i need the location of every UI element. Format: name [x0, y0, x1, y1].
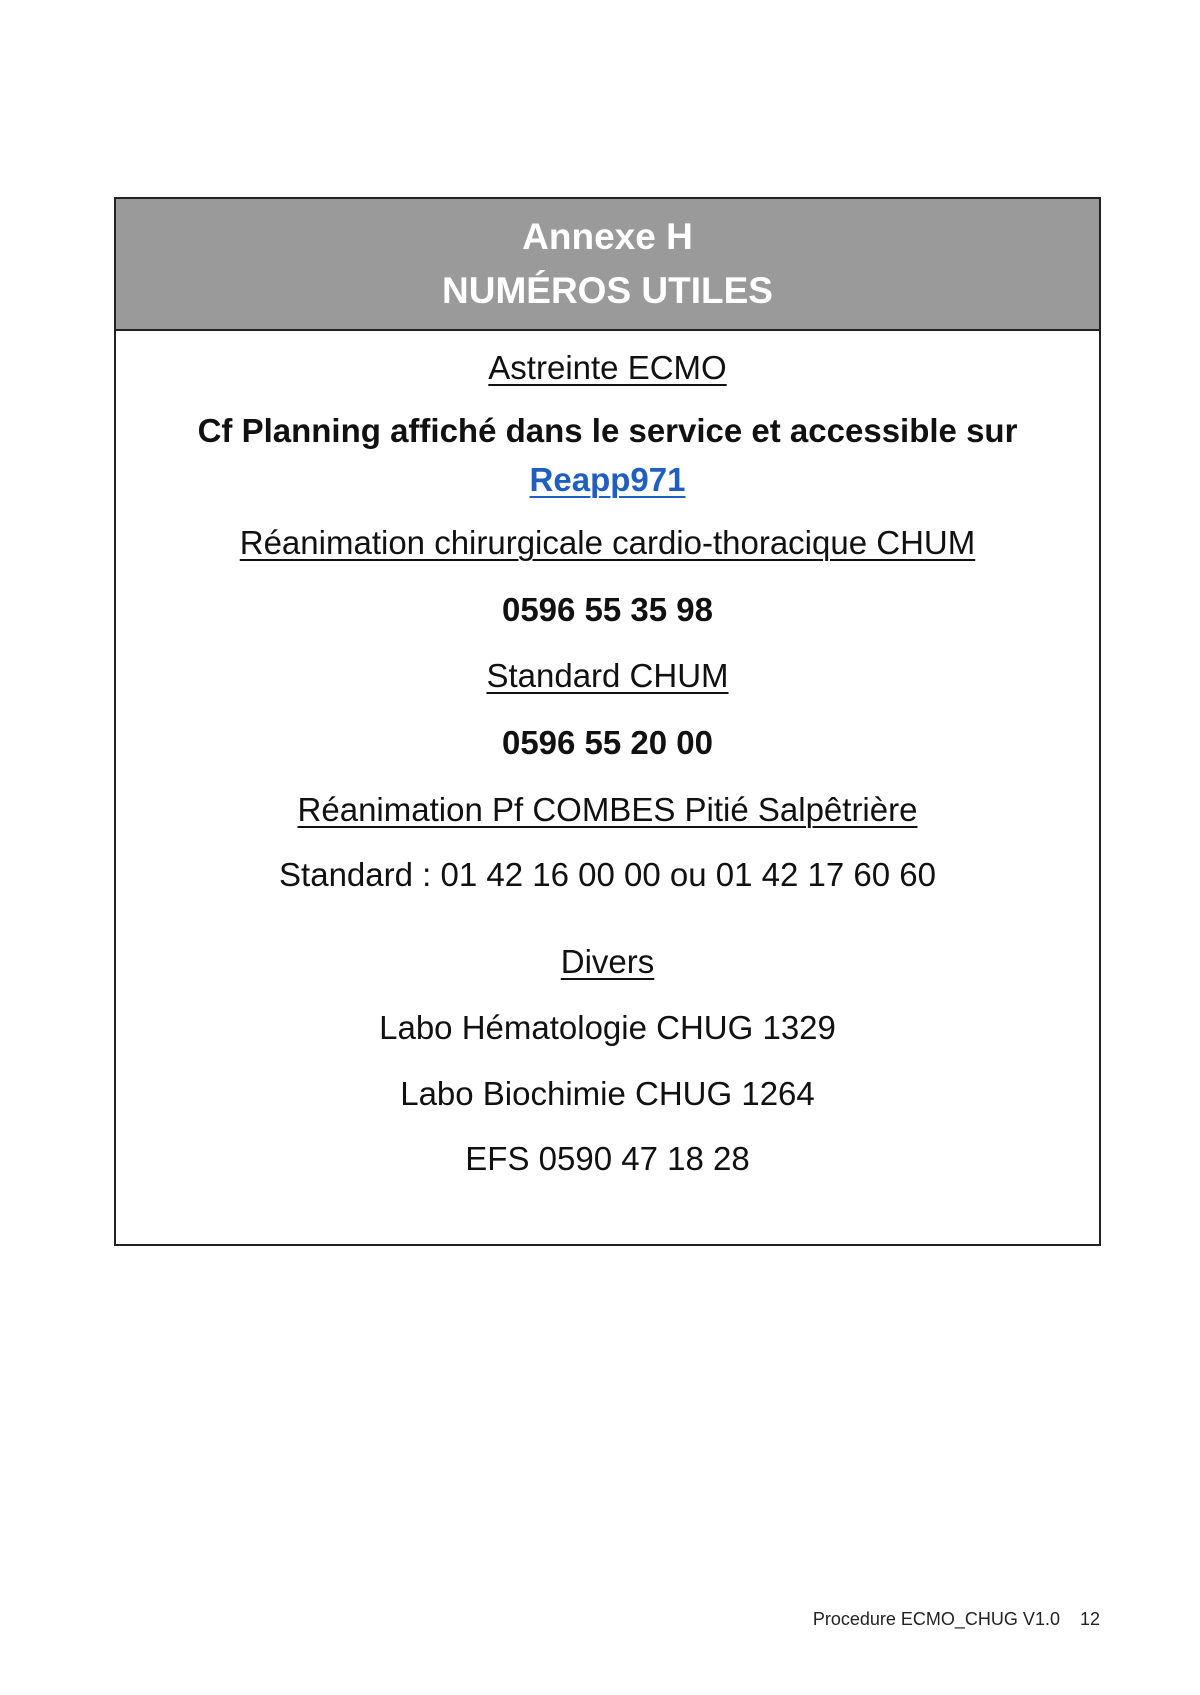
reapp971-link[interactable]: Reapp971 [529, 461, 686, 498]
annex-title: Annexe H [522, 216, 693, 257]
planning-link-row [116, 460, 1099, 500]
astreinte-heading: Astreinte ECMO [488, 349, 727, 386]
divers-item: Labo Hématologie CHUG 1329 [379, 1009, 836, 1046]
reanimation-chum-heading: Réanimation chirurgicale cardio-thoracique CHUM [239, 524, 976, 561]
footer-document-label: Procedure ECMO_CHUG V1.0 [812, 1609, 1060, 1629]
divers-item: EFS 0590 47 18 28 [465, 1140, 750, 1177]
standard-chum-heading: Standard CHUM [486, 657, 729, 694]
pitie-standard: Standard : 01 42 16 00 00 ou 01 42 17 60 60 [279, 856, 936, 893]
standard-chum-phone: 0596 55 20 00 [501, 724, 714, 761]
pitie-heading: Réanimation Pf COMBES Pitié Salpêtrière [297, 791, 918, 828]
divers-heading: Divers [560, 943, 655, 980]
page-footer [700, 1609, 1100, 1630]
reanimation-chum-phone: 0596 55 35 98 [501, 591, 714, 628]
planning-text: Cf Planning affiché dans le service et accessible sur [197, 412, 1018, 449]
annex-header [116, 199, 1099, 331]
annex-subtitle: NUMÉROS UTILES [442, 270, 773, 311]
divers-item: Labo Biochimie CHUG 1264 [400, 1075, 815, 1112]
annex-body [116, 331, 1099, 1244]
annex-box [114, 197, 1101, 1246]
page-number: 12 [1079, 1609, 1100, 1629]
